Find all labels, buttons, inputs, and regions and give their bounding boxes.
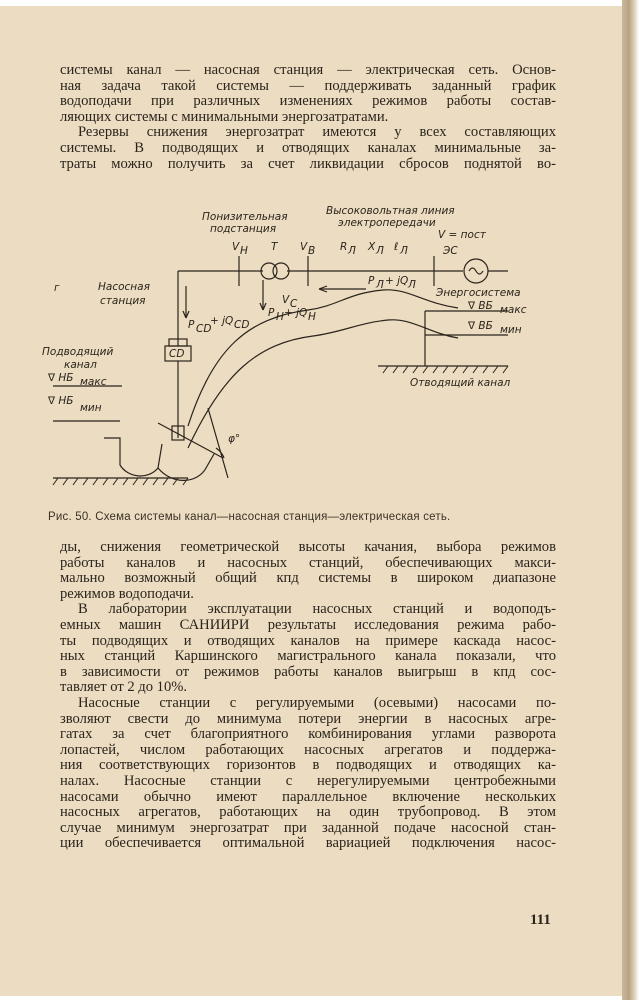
label-jqh: + jQ — [284, 307, 308, 319]
label-vc-sub: С — [290, 298, 298, 310]
text-line: водоподачи при различных изменениях режимов работы состав- — [60, 93, 556, 110]
text-line: гатах за счет благоприятного комбинирования углами разворота — [60, 726, 556, 743]
page-edge-shadow — [622, 0, 639, 1000]
label-qcd-sub: СD — [234, 319, 250, 331]
label-pl-sub: Л — [376, 279, 384, 291]
label-qh-sub: Н — [308, 311, 316, 323]
label-ph: P — [268, 307, 275, 319]
label-substation-2: подстанция — [210, 223, 277, 235]
label-t: T — [271, 241, 278, 253]
label-vb: V — [300, 241, 308, 253]
pump-sump — [158, 454, 214, 480]
text-line: насосных агрегатов, работающих на один трубопровод. В этом — [60, 804, 556, 821]
figure-50-diagram — [38, 198, 558, 498]
text-line: ции обеспечивается оптимальной вариацией подключения насос- — [60, 835, 556, 852]
label-vc: V — [282, 294, 290, 306]
text-line: Насосные станции с регулируемыми (осевыми) насосами по- — [78, 694, 556, 711]
bottom-paragraphs — [60, 540, 556, 852]
label-vb-min: ∇ ВБ — [468, 320, 493, 332]
top-paragraph — [60, 63, 556, 172]
label-ll: ℓ — [394, 241, 399, 253]
text-line: ляющих системы с минимальными энергозатратами. — [60, 108, 389, 125]
label-rl: R — [340, 241, 348, 253]
text-line: В лаборатории эксплуатации насосных станций и водоподъ- — [78, 601, 556, 618]
pipe-upper — [188, 290, 458, 426]
text-line: траты можно получить за счет ликвидации сбросов поднятой во- — [60, 155, 556, 172]
angle-line-2 — [208, 408, 228, 478]
label-nb-min: ∇ НБ — [48, 395, 74, 407]
text-line: лопастей, числом работающих насосных агрегатов и поддержа- — [60, 741, 556, 758]
page-number: 111 — [530, 912, 551, 928]
text-line: Резервы снижения энергозатрат имеются у всех составляющих — [78, 124, 556, 141]
text-line: системы канал — насосная станция — электрическая сеть. Основ- — [60, 62, 556, 78]
label-pump-station-2: станция — [100, 295, 146, 307]
label-discharge-canal: Отводящий канал — [410, 377, 511, 389]
label-ph-sub: Н — [276, 311, 284, 323]
supply-canal-bed — [104, 438, 162, 476]
text-line: системы. В подводящих и отводящих каналах минимальные за- — [60, 139, 556, 156]
label-nb-max-sub: макс — [80, 376, 107, 388]
text-line: емных машин САНИИРИ результаты исследования режима рабо- — [60, 616, 556, 633]
label-pcd-sub: СD — [196, 323, 212, 335]
label-xl-sub: Л — [376, 245, 384, 257]
text-line: работы каналов и насосных станций, обеспечивающих макси- — [60, 554, 556, 571]
text-line: случае минимум энергозатрат при заданной подаче насосной стан- — [60, 819, 556, 836]
label-nb-min-sub: мин — [80, 402, 102, 414]
label-es: ЭС — [443, 245, 458, 257]
text-line: зволяют свести до минимума потери энергии в насосных агре- — [60, 710, 556, 727]
label-jql: + jQ — [385, 275, 409, 287]
transformer-coil-2 — [273, 263, 289, 279]
label-vb-sub: В — [308, 245, 316, 257]
label-cd: CD — [169, 348, 185, 360]
label-ql-sub: Л — [408, 279, 416, 291]
text-line: мально возможный общий кпд системы в широком диапазоне — [60, 570, 556, 587]
text-line: ты подводящих и отводящих каналов на примере каскада насос- — [60, 632, 556, 649]
label-pump-station-1: Насосная — [98, 281, 150, 293]
text-line: ная задача такой системы — поддерживать заданный график — [60, 77, 556, 94]
label-hv-line-2: электропередачи — [338, 217, 436, 229]
label-hv-line-1: Высоковольтная линия — [326, 205, 455, 217]
label-substation-1: Понизительная — [202, 211, 288, 223]
label-nb-max: ∇ НБ — [48, 372, 74, 384]
figure-caption: Рис. 50. Схема системы канал—насосная станция—электрическая сеть. — [48, 511, 451, 523]
label-vb-max-sub: макс — [500, 304, 527, 316]
label-power-system: Энергосистема — [436, 287, 521, 299]
text-line: режимов водоподачи. — [60, 585, 194, 602]
label-v-const: V = пост — [438, 229, 486, 241]
label-stray-mark: г — [54, 282, 60, 294]
text-line: ных станций Каршинского магистрального канала показали, что — [60, 648, 556, 665]
label-xl: X — [368, 241, 376, 253]
label-jqcd: + jQ — [210, 315, 234, 327]
label-ll-sub: Л — [400, 245, 408, 257]
ground-hatching-right — [383, 366, 508, 373]
label-supply-canal-1: Подводящий — [42, 346, 114, 358]
text-line: налах. Насосные станции с нерегулируемыми центробежными — [60, 772, 556, 789]
text-line: ды, снижения геометрической высоты качания, выбора режимов — [60, 539, 556, 555]
label-pl: P — [368, 275, 375, 287]
label-pcd: P — [188, 319, 195, 331]
label-phi: φ° — [228, 433, 241, 445]
text-line: в зависимости от режимов работы каналов выигрыш в кпд сос- — [60, 663, 556, 680]
text-line: ния соответствующих горизонтов в подводящих и отводящих ка- — [60, 757, 556, 774]
label-rl-sub: Л — [348, 245, 356, 257]
label-vh: V — [232, 241, 240, 253]
generator-wave — [469, 268, 483, 274]
ground-hatching-left — [53, 478, 188, 485]
text-line: насосами обычно имеют параллельное включение нескольких — [60, 788, 556, 805]
label-vb-max: ∇ ВБ — [468, 300, 493, 312]
label-vb-min-sub: мин — [500, 324, 522, 336]
text-line: тавляет от 2 до 10%. — [60, 679, 188, 696]
label-supply-canal-2: канал — [64, 359, 97, 371]
label-vh-sub: Н — [240, 245, 248, 257]
